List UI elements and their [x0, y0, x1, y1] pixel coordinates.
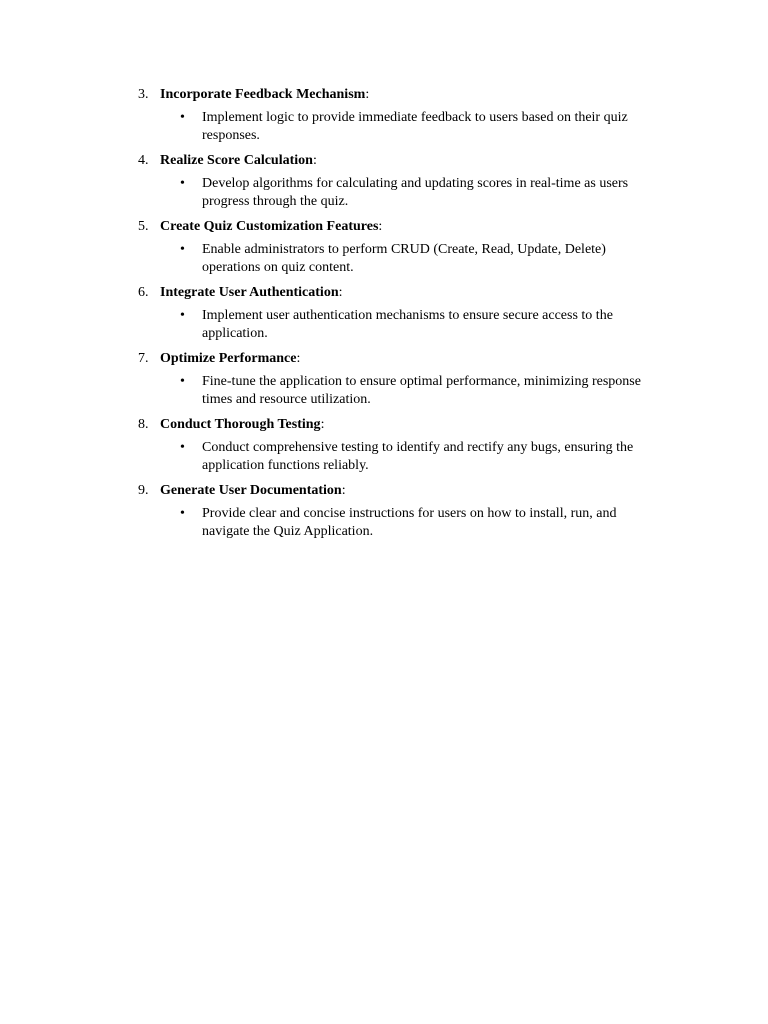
list-item — [138, 350, 658, 409]
bullet-item — [138, 373, 658, 409]
bullet-icon: • — [180, 176, 185, 191]
bullet-text: Conduct comprehensive testing to identify and rectify any bugs, ensuring the application functions reliably. — [202, 440, 634, 473]
list-item-title: Create Quiz Customization Features — [160, 219, 379, 234]
bullet-list — [138, 241, 658, 277]
bullet-item — [138, 439, 658, 475]
bullet-text: Enable administrators to perform CRUD (Create, Read, Update, Delete) operations on quiz content. — [202, 242, 606, 275]
list-item-number: 9. — [138, 483, 149, 498]
list-item-colon: : — [341, 483, 346, 498]
bullet-item — [138, 241, 658, 277]
bullet-icon: • — [180, 440, 185, 455]
list-item-title: Generate User Documentation — [160, 483, 342, 498]
bullet-list — [138, 373, 658, 409]
bullet-icon: • — [180, 110, 185, 125]
list-item-colon: : — [296, 351, 301, 366]
list-item-heading — [138, 284, 658, 302]
list-item-number: 8. — [138, 417, 149, 432]
bullet-text: Fine-tune the application to ensure optimal performance, minimizing response times and resource utilization. — [202, 374, 641, 407]
list-item-title: Realize Score Calculation — [160, 153, 313, 168]
bullet-list — [138, 307, 658, 343]
list-item-title: Optimize Performance — [160, 351, 297, 366]
bullet-text: Develop algorithms for calculating and updating scores in real-time as users progress through the quiz. — [202, 176, 629, 209]
list-item-heading — [138, 482, 658, 500]
bullet-text: Provide clear and concise instructions for users on how to install, run, and navigate the Quiz Application. — [202, 506, 617, 539]
bullet-list — [138, 109, 658, 145]
list-item — [138, 218, 658, 277]
list-item-number: 5. — [138, 219, 149, 234]
list-item-number: 4. — [138, 153, 149, 168]
list-item — [138, 86, 658, 145]
list-item-heading — [138, 416, 658, 434]
bullet-icon: • — [180, 308, 185, 323]
bullet-icon: • — [180, 242, 185, 257]
list-item-colon: : — [338, 285, 343, 300]
list-item-heading — [138, 152, 658, 170]
bullet-item — [138, 175, 658, 211]
list-item — [138, 152, 658, 211]
list-item-number: 3. — [138, 87, 149, 102]
list-item-number: 6. — [138, 285, 149, 300]
list-item-colon: : — [312, 153, 317, 168]
list-item-heading — [138, 86, 658, 104]
list-item-heading — [138, 218, 658, 236]
list-item-title: Incorporate Feedback Mechanism — [160, 87, 366, 102]
list-item — [138, 284, 658, 343]
bullet-text: Implement user authentication mechanisms to ensure secure access to the application. — [202, 308, 613, 341]
bullet-list — [138, 505, 658, 541]
bullet-list — [138, 175, 658, 211]
list-item-title: Integrate User Authentication — [160, 285, 339, 300]
list-item-colon: : — [378, 219, 383, 234]
list-item-heading — [138, 350, 658, 368]
bullet-item — [138, 307, 658, 343]
list-item-colon: : — [365, 87, 370, 102]
list-item — [138, 416, 658, 475]
list-item — [138, 482, 658, 541]
bullet-icon: • — [180, 506, 185, 521]
list-item-title: Conduct Thorough Testing — [160, 417, 321, 432]
bullet-list — [138, 439, 658, 475]
list-item-number: 7. — [138, 351, 149, 366]
list-item-colon: : — [320, 417, 325, 432]
bullet-icon: • — [180, 374, 185, 389]
bullet-item — [138, 505, 658, 541]
bullet-item — [138, 109, 658, 145]
numbered-list — [138, 86, 658, 548]
bullet-text: Implement logic to provide immediate feedback to users based on their quiz responses. — [202, 110, 628, 143]
